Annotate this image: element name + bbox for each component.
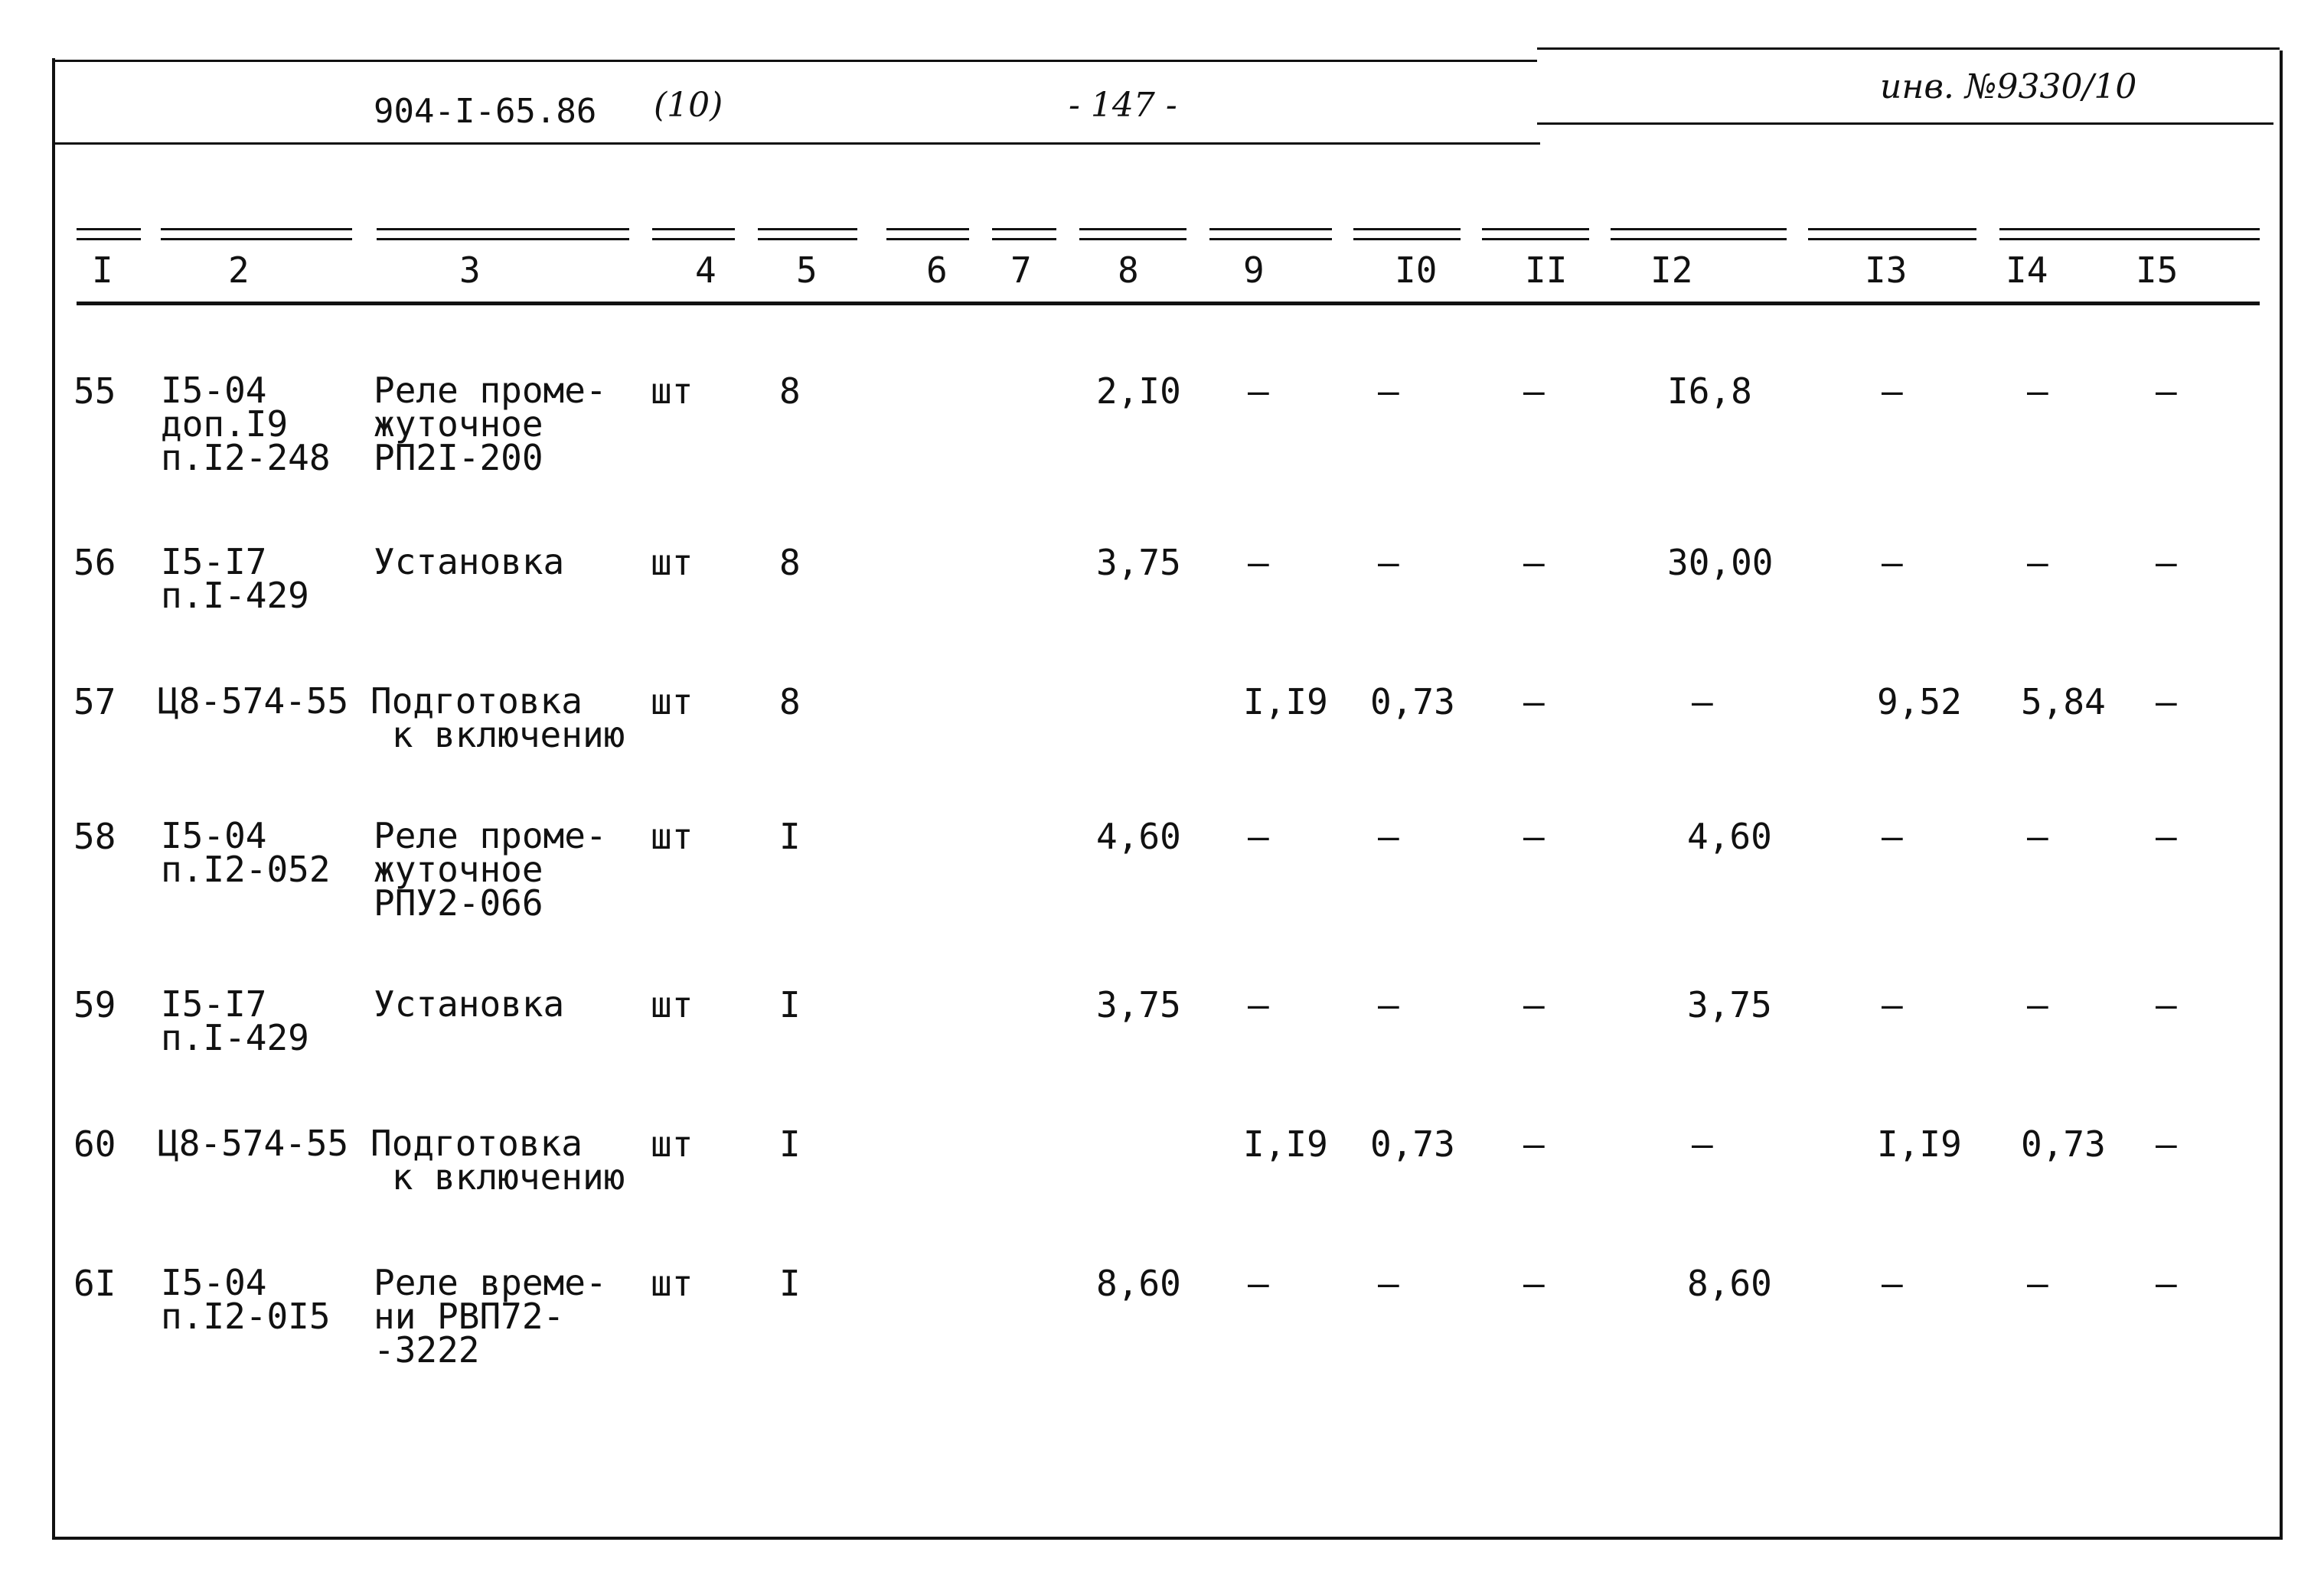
value-col-9: – — [1248, 984, 1269, 1025]
col-num-6: 6 — [926, 249, 948, 291]
value-col-15: – — [2156, 984, 2177, 1025]
value-col-14: – — [2027, 370, 2048, 412]
col-num-9: 9 — [1243, 249, 1265, 291]
row-number: 58 — [73, 816, 116, 857]
item-name: Подготовка к включению — [370, 1123, 625, 1198]
value-col-11: – — [1523, 542, 1545, 583]
col-num-8: 8 — [1118, 249, 1139, 291]
quantity: I — [779, 1123, 801, 1165]
frame-top-border-right — [1537, 47, 2280, 50]
norm-code: I5-04 п.I2-0I5 — [161, 1262, 331, 1337]
col-num-11: II — [1525, 249, 1568, 291]
value-col-8: 3,75 — [1096, 984, 1181, 1025]
quantity: I — [779, 984, 801, 1025]
quantity: 8 — [779, 681, 801, 722]
doc-suffix: (10) — [654, 86, 723, 125]
value-col-15: – — [2156, 1263, 2177, 1304]
row-number: 56 — [73, 542, 116, 583]
inventory-number: инв. №9330/10 — [1880, 67, 2137, 106]
value-col-9: – — [1248, 1263, 1269, 1304]
unit: шт — [651, 1123, 694, 1165]
norm-code: I5-I7 п.I-429 — [161, 983, 309, 1058]
value-col-13: – — [1882, 542, 1903, 583]
col-num-14: I4 — [2006, 249, 2048, 291]
value-col-12: 8,60 — [1687, 1263, 1772, 1304]
value-col-13: I,I9 — [1877, 1123, 1962, 1165]
row-number: 55 — [73, 370, 116, 412]
unit: шт — [651, 542, 694, 583]
value-col-15: – — [2156, 1123, 2177, 1165]
col-num-13: I3 — [1865, 249, 1908, 291]
col-num-10: I0 — [1395, 249, 1438, 291]
quantity: I — [779, 1263, 801, 1304]
row-number: 57 — [73, 681, 116, 722]
col-num-7: 7 — [1010, 249, 1032, 291]
value-col-13: – — [1882, 1263, 1903, 1304]
value-col-15: – — [2156, 816, 2177, 857]
quantity: I — [779, 816, 801, 857]
unit: шт — [651, 370, 694, 412]
value-col-14: – — [2027, 816, 2048, 857]
frame-top-border-left — [52, 60, 1537, 62]
value-col-10: – — [1378, 816, 1399, 857]
unit: шт — [651, 816, 694, 857]
value-col-12: 3,75 — [1687, 984, 1772, 1025]
col-num-4: 4 — [695, 249, 716, 291]
value-col-14: 5,84 — [2021, 681, 2106, 722]
quantity: 8 — [779, 542, 801, 583]
value-col-12: – — [1692, 1123, 1713, 1165]
norm-code: I5-04 доп.I9 п.I2-248 — [161, 370, 331, 478]
value-col-10: – — [1378, 1263, 1399, 1304]
header-underline-right — [1537, 122, 2273, 125]
value-col-10: 0,73 — [1370, 681, 1455, 722]
value-col-11: – — [1523, 370, 1545, 412]
value-col-13: – — [1882, 984, 1903, 1025]
value-col-8: 4,60 — [1096, 816, 1181, 857]
value-col-9: – — [1248, 370, 1269, 412]
value-col-12: 4,60 — [1687, 816, 1772, 857]
value-col-14: – — [2027, 984, 2048, 1025]
value-col-12: I6,8 — [1667, 370, 1752, 412]
value-col-11: – — [1523, 816, 1545, 857]
col-num-3: 3 — [459, 249, 481, 291]
norm-code: Ц8-574-55 — [158, 1123, 349, 1164]
header-underline-left — [55, 142, 1540, 145]
value-col-11: – — [1523, 681, 1545, 722]
value-col-12: 30,00 — [1667, 542, 1774, 583]
page-number: - 147 - — [1069, 86, 1177, 125]
value-col-13: 9,52 — [1877, 681, 1962, 722]
item-name: Установка — [374, 983, 565, 1025]
value-col-13: – — [1882, 816, 1903, 857]
item-name: Установка — [374, 541, 565, 582]
item-name: Подготовка к включению — [370, 680, 625, 755]
value-col-9: I,I9 — [1243, 681, 1328, 722]
item-name: Реле време- ни РВП72- -3222 — [374, 1262, 607, 1371]
value-col-14: – — [2027, 542, 2048, 583]
frame-left-border — [52, 58, 55, 1540]
unit: шт — [651, 1263, 694, 1304]
value-col-8: 2,I0 — [1096, 370, 1181, 412]
value-col-15: – — [2156, 370, 2177, 412]
item-name: Реле проме- жуточное РПУ2-066 — [374, 815, 607, 924]
col-num-2: 2 — [228, 249, 250, 291]
value-col-9: – — [1248, 542, 1269, 583]
value-col-12: – — [1692, 681, 1713, 722]
value-col-15: – — [2156, 681, 2177, 722]
value-col-14: 0,73 — [2021, 1123, 2106, 1165]
quantity: 8 — [779, 370, 801, 412]
col-num-1: I — [92, 249, 113, 291]
norm-code: I5-I7 п.I-429 — [161, 541, 309, 616]
value-col-9: – — [1248, 816, 1269, 857]
col-num-15: I5 — [2136, 249, 2179, 291]
item-name: Реле проме- жуточное РП2I-200 — [374, 370, 607, 478]
row-number: 59 — [73, 984, 116, 1025]
norm-code: I5-04 п.I2-052 — [161, 815, 331, 890]
col-num-5: 5 — [796, 249, 818, 291]
value-col-10: – — [1378, 984, 1399, 1025]
value-col-10: 0,73 — [1370, 1123, 1455, 1165]
value-col-11: – — [1523, 1123, 1545, 1165]
value-col-11: – — [1523, 984, 1545, 1025]
value-col-11: – — [1523, 1263, 1545, 1304]
row-number: 60 — [73, 1123, 116, 1165]
value-col-13: – — [1882, 370, 1903, 412]
value-col-10: – — [1378, 542, 1399, 583]
frame-right-border — [2280, 51, 2283, 1540]
col-num-12: I2 — [1650, 249, 1693, 291]
frame-bottom-border — [52, 1537, 2283, 1540]
value-col-9: I,I9 — [1243, 1123, 1328, 1165]
value-col-15: – — [2156, 542, 2177, 583]
norm-code: Ц8-574-55 — [158, 680, 349, 722]
unit: шт — [651, 984, 694, 1025]
row-number: 6I — [73, 1263, 116, 1304]
value-col-8: 8,60 — [1096, 1263, 1181, 1304]
column-number-rule — [77, 302, 2260, 305]
doc-code: 904-I-65.86 — [374, 92, 597, 131]
column-header-double-rule — [77, 228, 2260, 240]
value-col-14: – — [2027, 1263, 2048, 1304]
value-col-10: – — [1378, 370, 1399, 412]
value-col-8: 3,75 — [1096, 542, 1181, 583]
unit: шт — [651, 681, 694, 722]
